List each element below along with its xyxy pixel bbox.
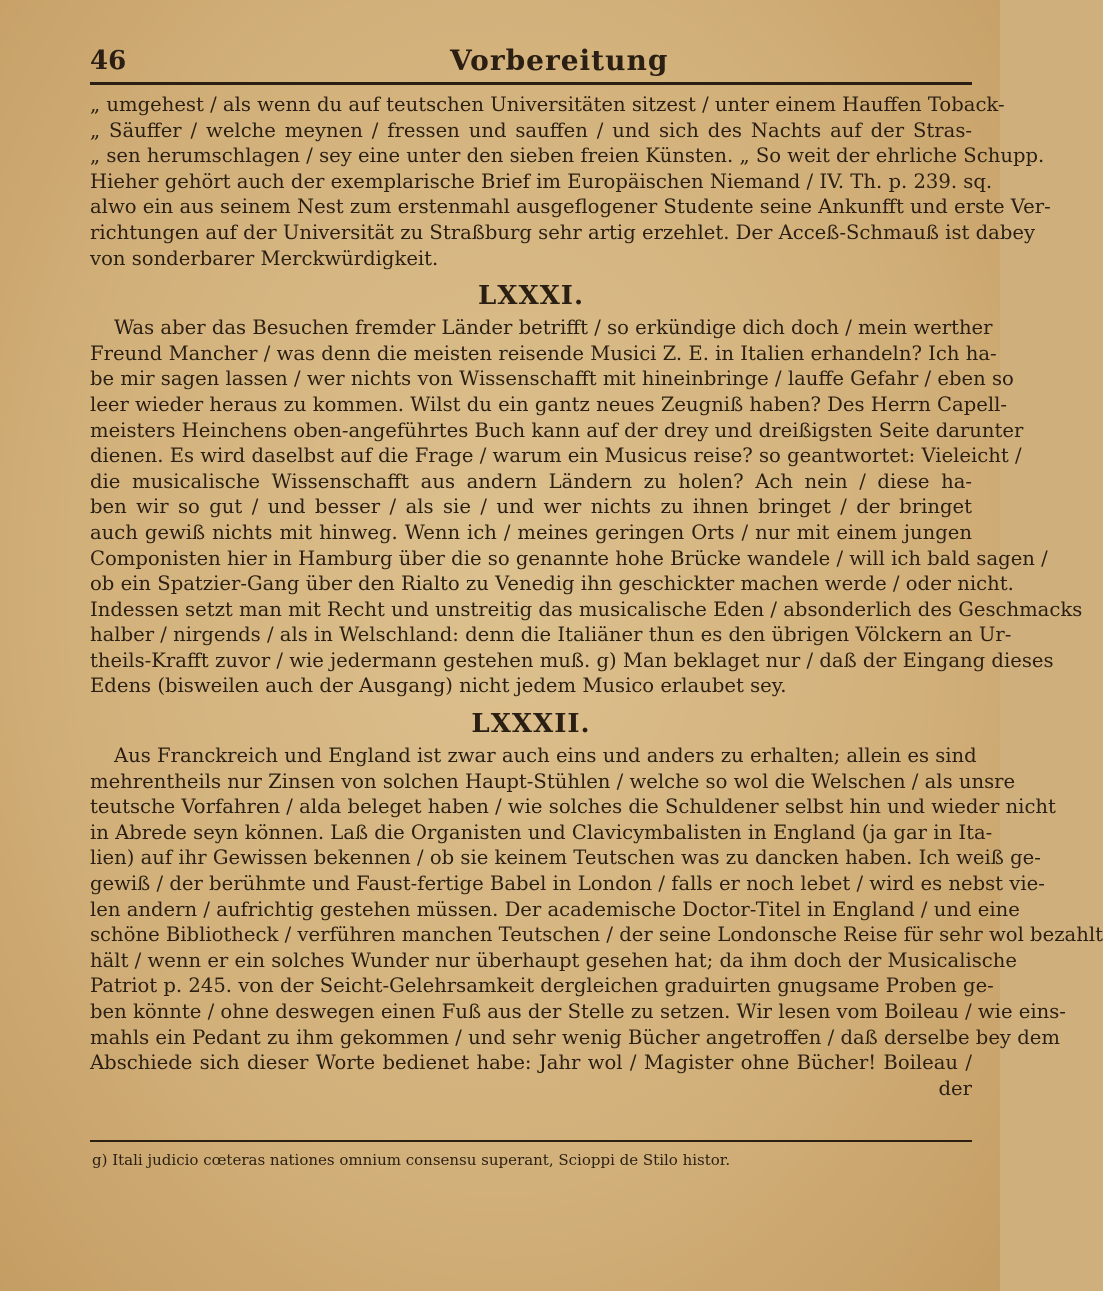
- section-heading-82: LXXXII.: [471, 709, 591, 740]
- text-line: mahls ein Pedant zu ihm gekommen / und sehr wenig Bücher angetroffen / daß derselbe bey dem: [90, 1025, 1060, 1049]
- section-82-paragraph: [90, 743, 1103, 1101]
- text-line: hält / wenn er ein solches Wunder nur überhaupt gesehen hat; da ihm doch der Musicalische: [90, 948, 1017, 972]
- text-line: die musicalische Wissenschafft aus andern Ländern zu holen? Ach nein / diese ha-: [90, 469, 972, 493]
- text-line: theils-Krafft zuvor / wie jedermann gestehen muß. g) Man beklaget nur / daß der Eingang dieses: [90, 648, 1054, 672]
- page-number: 46: [90, 46, 127, 76]
- catchword: der: [938, 1076, 972, 1100]
- footnote-rule: [90, 1140, 972, 1142]
- text-line: Componisten hier in Hamburg über die so genannte hohe Brücke wandele / will ich bald sagen /: [90, 546, 1048, 570]
- text-line: gewiß / der berühmte und Faust-fertige Babel in London / falls er noch lebet / wird es nebst vie-: [90, 872, 1045, 896]
- text-line: halber / nirgends / als in Welschland: denn die Italiäner thun es den übrigen Völckern an Ur-: [90, 623, 1012, 647]
- text-line: richtungen auf der Universität zu Straßburg sehr artig erzehlet. Der Acceß-Schmauß ist dabey: [90, 220, 1036, 244]
- text-line: mehrentheils nur Zinsen von solchen Haupt-Stühlen / welche so wol die Welschen / als unsre: [90, 769, 1016, 793]
- text-line: ob ein Spatzier-Gang über den Rialto zu Venedig ihn geschickter machen werde / oder nicht.: [90, 572, 1014, 596]
- text-line: ben wir so gut / und besser / als sie / und wer nichts zu ihnen bringet / der bringet: [90, 495, 972, 519]
- page-body: [90, 92, 1103, 1101]
- text-line: Edens (bisweilen auch der Ausgang) nicht jedem Musico erlaubet sey.: [90, 674, 787, 698]
- text-line: leer wieder heraus zu kommen. Wilst du ein gantz neues Zeugniß haben? Des Herrn Capell-: [90, 392, 1008, 416]
- text-line: dienen. Es wird daselbst auf die Frage / warum ein Musicus reise? so geantwortet: Vieleicht /: [90, 444, 1022, 468]
- text-line: lien) auf ihr Gewissen bekennen / ob sie keinem Teutschen was zu dancken haben. Ich weiß ge-: [90, 846, 1041, 870]
- text-line: „ sen herumschlagen / sey eine unter den sieben freien Künsten. „ So weit der ehrliche Schupp.: [90, 144, 1045, 168]
- text-line: auch gewiß nichts mit hinweg. Wenn ich / meines geringen Orts / nur mit einem jungen: [90, 520, 972, 544]
- text-line: Freund Mancher / was denn die meisten reisende Musici Z. E. in Italien erhandeln? Ich ha-: [90, 341, 997, 365]
- text-line: „ umgehest / als wenn du auf teutschen Universitäten sitzest / unter einem Hauffen Toback-: [90, 93, 1005, 116]
- text-line: meisters Heinchens oben-angeführtes Buch kann auf der drey und dreißigsten Seite darunter: [90, 418, 1024, 442]
- text-line: „ Säuffer / welche meynen / fressen und sauffen / und sich des Nachts auf der Stras-: [90, 118, 972, 142]
- text-line: be mir sagen lassen / wer nichts von Wissenschafft mit hineinbringe / lauffe Gefahr / eben so: [90, 367, 1014, 391]
- paragraph-continued: [90, 92, 1051, 271]
- page-header: [90, 44, 970, 76]
- text-line: in Abrede seyn können. Laß die Organisten und Clavicymbalisten in England (ja gar in Ita-: [90, 820, 993, 844]
- text-line: ben könnte / ohne deswegen einen Fuß aus der Stelle zu setzen. Wir lesen vom Boileau / wie eins-: [90, 1000, 1066, 1023]
- text-line: Hieher gehört auch der exemplarische Brief im Europäischen Niemand / IV. Th. p. 239. sq.: [90, 169, 993, 193]
- section-81-paragraph: [90, 315, 1083, 699]
- header-rule: [90, 82, 972, 85]
- text-line: Indessen setzt man mit Recht und unstreitig das musicalische Eden / absonderlich des Geschmacks: [90, 597, 1083, 621]
- text-line: len andern / aufrichtig gestehen müssen. Der academische Doctor-Titel in England / und eine: [90, 897, 1020, 921]
- text-line: schöne Bibliotheck / verführen manchen Teutschen / der seine Londonsche Reise für sehr wol bezahlt: [90, 923, 1103, 947]
- running-title: Vorbereitung: [450, 44, 669, 77]
- footnote-g: g) Itali judicio cœteras nationes omnium consensu superant, Scioppi de Stilo histor.: [92, 1151, 731, 1169]
- section-heading-81: LXXXI.: [477, 281, 584, 312]
- text-line: von sonderbarer Merckwürdigkeit.: [90, 246, 439, 270]
- text-line: Abschiede sich dieser Worte bedienet habe: Jahr wol / Magister ohne Bücher! Boileau /: [90, 1051, 972, 1075]
- text-line: Was aber das Besuchen fremder Länder betrifft / so erkündige dich doch / mein werther: [114, 316, 993, 340]
- text-line: alwo ein aus seinem Nest zum erstenmahl ausgeflogener Studente seine Ankunfft und erste Ver-: [90, 195, 1051, 219]
- text-line: Aus Franckreich und England ist zwar auch eins und anders zu erhalten; allein es sind: [114, 744, 977, 768]
- text-line: teutsche Vorfahren / alda beleget haben / wie solches die Schuldener selbst hin und wieder nicht: [90, 795, 1056, 819]
- text-line: Patriot p. 245. von der Seicht-Gelehrsamkeit dergleichen graduirten gnugsame Proben ge-: [90, 974, 994, 998]
